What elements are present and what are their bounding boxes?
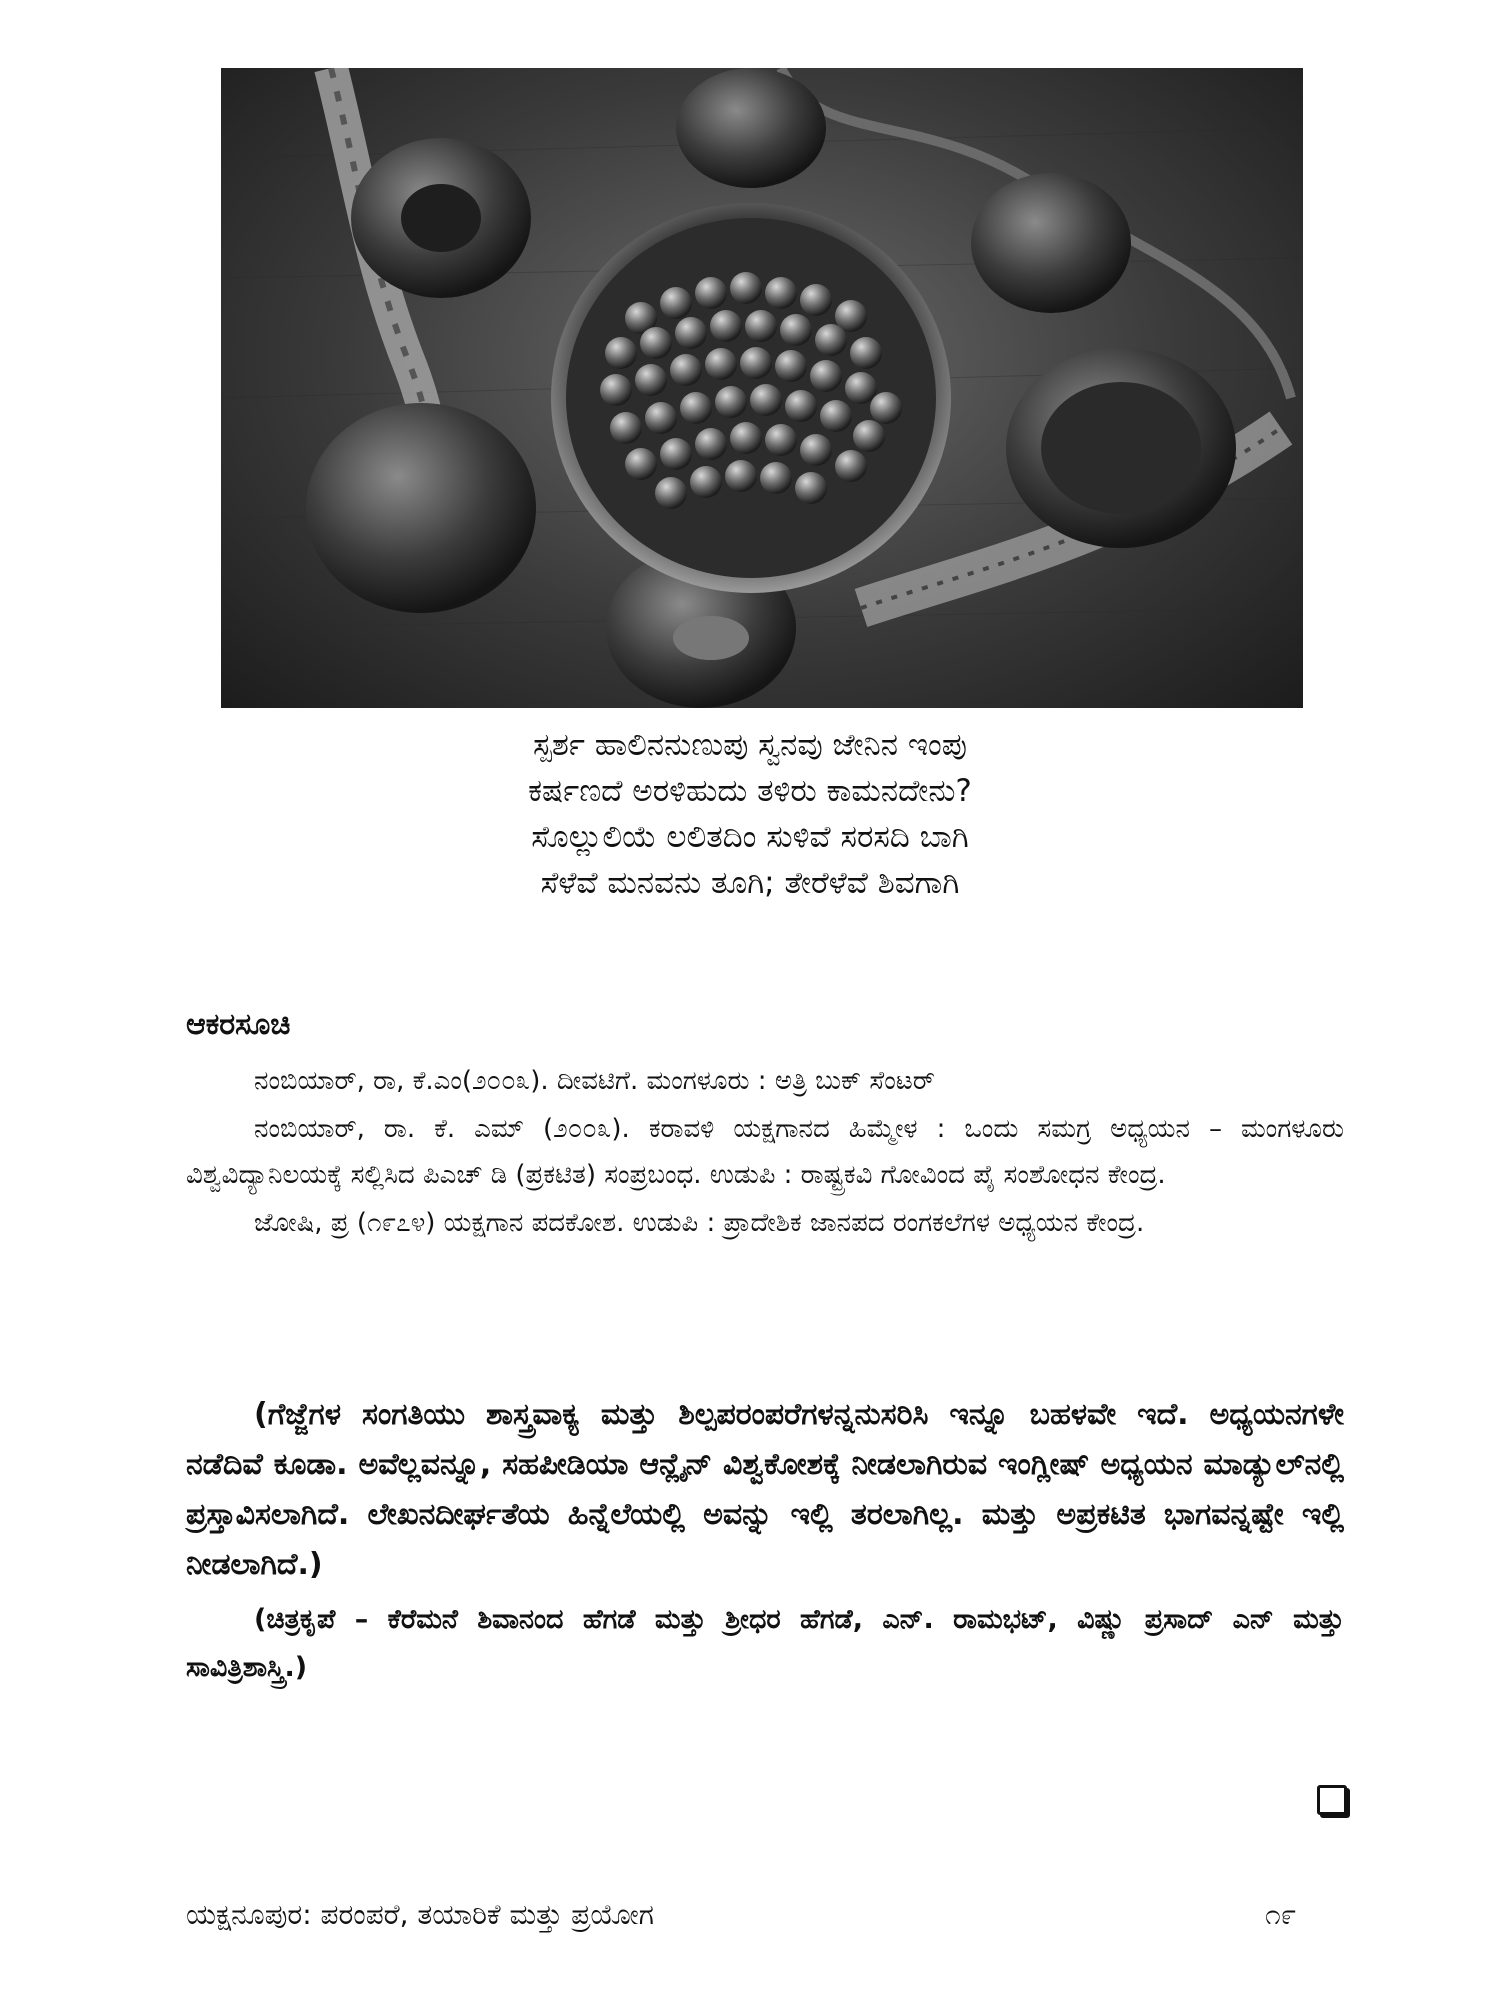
reference-item: ಜೋಷಿ, ಪ್ರ (೧೯೭೪) ಯಕ್ಷಗಾನ ಪದಕೋಶ. ಉಡುಪಿ : ಪ್ರಾದೇಶಿಕ ಜಾನಪದ ರಂಗಕಲೆಗಳ ಅಧ್ಯಯನ ಕೇಂದ್ರ. — [254, 1208, 1145, 1238]
verse-line: ಸೆಳೆವೆ ಮನವನು ತೂಗಿ; ತೇರೆಳೆವೆ ಶಿವಗಾಗಿ — [540, 865, 960, 901]
note-text: (ಗೆಜ್ಜೆಗಳ ಸಂಗತಿಯು ಶಾಸ್ತ್ರವಾಕ್ಯ ಮತ್ತು ಶಿಲ್ಪಪರಂಪರೆಗಳನ್ನನುಸರಿಸಿ ಇನ್ನೂ ಬಹಳವೇ ಇದೆ. ಅಧ್ಯಯನಗಳೇ ನಡೆದಿವೆ ಕೂಡಾ. ಅವೆಲ್ಲವನ್ನೂ, ಸಹಪೀಡಿಯಾ ಆನ್ಲೈನ್ ವಿಶ್ವಕೋಶಕ್ಕೆ ನೀಡಲಾಗಿರುವ ಇಂಗ್ಲೀಷ್ ಅಧ್ಯಯನ ಮಾಡ್ಯುಲ್‌ನಲ್ಲಿ ಪ್ರಸ್ತಾವಿಸಲಾಗಿದೆ. ಲೇಖನದೀರ್ಘತೆಯ ಹಿನ್ನೆಲೆಯಲ್ಲಿ ಅವನ್ನು ಇಲ್ಲಿ ತರಲಾಗಿಲ್ಲ. ಮತ್ತು ಅಪ್ರಕಟಿತ ಭಾಗವನ್ನಷ್ಟೇ ಇಲ್ಲಿ ನೀಡಲಾಗಿದೆ.) — [186, 1397, 1344, 1582]
bells-photo — [221, 68, 1303, 708]
reference-item: ನಂಬಿಯಾರ್, ರಾ. ಕೆ. ಎಮ್ (೨೦೦೩). ಕರಾವಳಿ ಯಕ್ಷಗಾನದ ಹಿಮ್ಮೇಳ : ಒಂದು ಸಮಗ್ರ ಅಧ್ಯಯನ – ಮಂಗಳೂರು ವಿಶ್ವವಿದ್ಯಾನಿಲಯಕ್ಕೆ ಸಲ್ಲಿಸಿದ ಪಿಎಚ್ ಡಿ (ಪ್ರಕಟಿತ) ಸಂಪ್ರಬಂಧ. ಉಡುಪಿ : ರಾಷ್ಟ್ರಕವಿ ಗೋವಿಂದ ಪೈ ಸಂಶೋಧನ ಕೇಂದ್ರ. — [186, 1114, 1344, 1190]
references-heading: ಆಕರಸೂಚಿ — [186, 1007, 291, 1042]
bells-photo-illustration — [221, 68, 1303, 708]
page-number: ೧೯ — [1265, 1898, 1297, 1931]
editorial-note — [186, 1390, 1344, 1698]
verse-line: ಸೊಲ್ಲುಲಿಯೆ ಲಲಿತದಿಂ ಸುಳಿವೆ ಸರಸದಿ ಬಾಗಿ — [531, 819, 969, 855]
footer-book-title: ಯಕ್ಷನೂಪುರ: ಪರಂಪರೆ, ತಯಾರಿಕೆ ಮತ್ತು ಪ್ರಯೋಗ — [186, 1898, 654, 1931]
photo-credit: (ಚಿತ್ರಕೃಪೆ – ಕೆರೆಮನೆ ಶಿವಾನಂದ ಹೆಗಡೆ ಮತ್ತು ಶ್ರೀಧರ ಹೆಗಡೆ, ಎನ್. ರಾಮಭಟ್, ವಿಷ್ಣು ಪ್ರಸಾದ್ ಎನ್ ಮತ್ತು ಸಾವಿತ್ರಿಶಾಸ್ತ್ರಿ.) — [186, 1604, 1344, 1683]
reference-item: ನಂಬಿಯಾರ್, ರಾ, ಕೆ.ಎಂ(೨೦೦೩). ದೀವಟಿಗೆ. ಮಂಗಳೂರು : ಅತ್ರಿ ಬುಕ್ ಸೆಂಟರ್ — [254, 1066, 935, 1096]
references-list — [186, 1058, 1344, 1248]
verse — [300, 722, 1200, 906]
verse-line: ಸ್ಪರ್ಶ ಹಾಲಿನನುಣುಪು ಸ್ವನವು ಜೇನಿನ ಇಂಪು — [533, 727, 967, 763]
verse-line: ಕರ್ಷಣದೆ ಅರಳಿಹುದು ತಳಿರು ಕಾಮನದೇನು? — [528, 773, 972, 809]
end-of-article-icon — [1317, 1785, 1347, 1815]
